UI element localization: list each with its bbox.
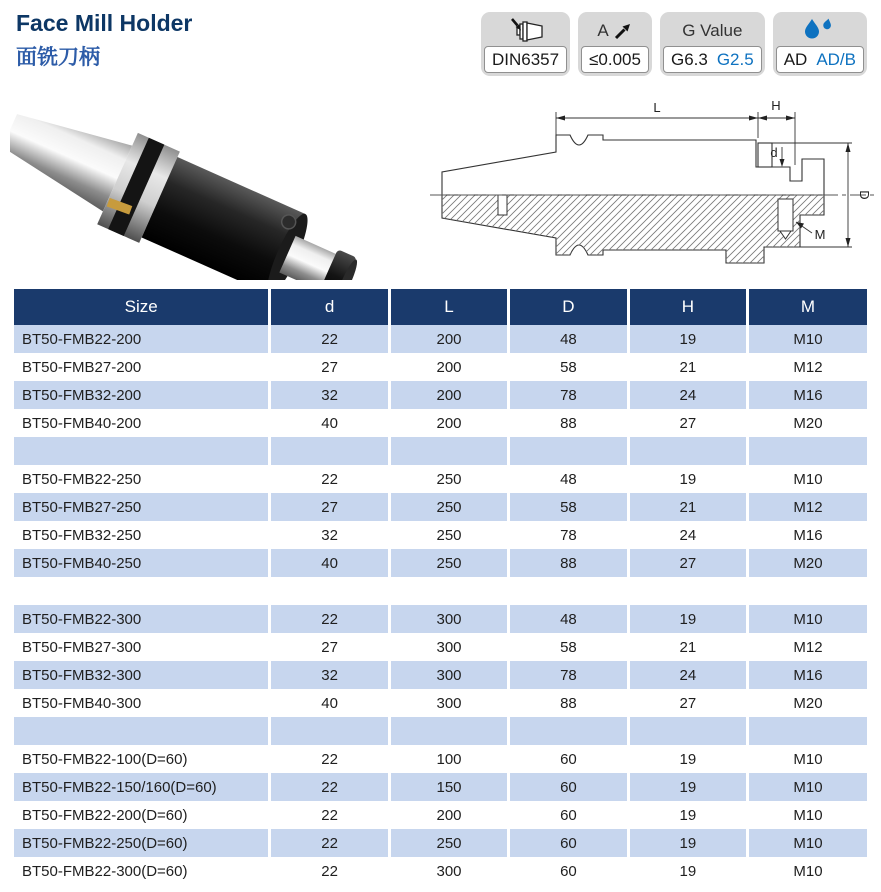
d-cell: 27 bbox=[270, 633, 389, 661]
L-cell: 250 bbox=[389, 521, 508, 549]
table-row bbox=[14, 521, 867, 549]
runout-label: A bbox=[597, 20, 609, 40]
d-cell: 32 bbox=[270, 521, 389, 549]
D-cell: 78 bbox=[509, 661, 628, 689]
badge-runout bbox=[578, 12, 652, 76]
M-cell bbox=[748, 717, 867, 745]
M-cell: M16 bbox=[748, 521, 867, 549]
size-cell: BT50-FMB22-100(D=60) bbox=[22, 750, 188, 768]
L-cell: 200 bbox=[389, 801, 508, 829]
H-cell: 19 bbox=[628, 745, 747, 773]
M-cell: M12 bbox=[748, 353, 867, 381]
M-cell bbox=[748, 577, 867, 605]
spec-badges bbox=[481, 12, 867, 76]
L-cell: 300 bbox=[389, 605, 508, 633]
d-cell bbox=[270, 717, 389, 745]
M-cell: M20 bbox=[748, 549, 867, 577]
D-cell: 60 bbox=[509, 829, 628, 857]
table-row bbox=[14, 857, 867, 885]
H-cell: 19 bbox=[628, 325, 747, 353]
L-cell: 200 bbox=[389, 353, 508, 381]
D-cell: 48 bbox=[509, 325, 628, 353]
table-row bbox=[14, 773, 867, 801]
D-cell: 60 bbox=[509, 773, 628, 801]
D-cell bbox=[509, 437, 628, 465]
runout-value-text: ≤0.005 bbox=[589, 49, 641, 69]
D-cell: 60 bbox=[509, 857, 628, 885]
H-cell: 21 bbox=[628, 633, 747, 661]
table-row bbox=[14, 745, 867, 773]
d-cell: 40 bbox=[270, 689, 389, 717]
d-cell bbox=[270, 577, 389, 605]
L-cell bbox=[389, 717, 508, 745]
g-value-label: G Value bbox=[682, 20, 743, 40]
H-cell: 24 bbox=[628, 381, 747, 409]
dim-label-M: M bbox=[814, 227, 826, 242]
L-cell: 250 bbox=[389, 465, 508, 493]
D-cell: 48 bbox=[509, 605, 628, 633]
M-cell: M10 bbox=[748, 325, 867, 353]
H-cell: 27 bbox=[628, 409, 747, 437]
d-cell: 40 bbox=[270, 549, 389, 577]
badge-coolant-values bbox=[776, 46, 864, 73]
dim-label-L: L bbox=[653, 100, 661, 115]
d-cell: 32 bbox=[270, 381, 389, 409]
product-photo bbox=[10, 82, 372, 280]
D-cell: 88 bbox=[509, 549, 628, 577]
d-cell: 22 bbox=[270, 605, 389, 633]
table-row bbox=[14, 465, 867, 493]
size-cell: BT50-FMB22-250(D=60) bbox=[22, 834, 188, 852]
size-cell: BT50-FMB40-300 bbox=[22, 694, 142, 712]
d-cell bbox=[270, 437, 389, 465]
table-row bbox=[14, 381, 867, 409]
g-value-label-area bbox=[663, 15, 762, 46]
page-title: Face Mill Holder bbox=[16, 10, 193, 36]
table-spacer-row bbox=[14, 717, 867, 745]
H-cell: 24 bbox=[628, 521, 747, 549]
spec-table-body bbox=[14, 325, 867, 885]
H-cell bbox=[628, 437, 747, 465]
d-cell: 22 bbox=[270, 801, 389, 829]
d-cell: 27 bbox=[270, 493, 389, 521]
badge-g-value bbox=[660, 12, 765, 76]
L-cell bbox=[389, 577, 508, 605]
size-cell: BT50-FMB32-200 bbox=[22, 386, 142, 404]
size-cell: BT50-FMB22-150/160(D=60) bbox=[22, 778, 217, 796]
d-cell: 40 bbox=[270, 409, 389, 437]
d-cell: 22 bbox=[270, 829, 389, 857]
D-cell: 58 bbox=[509, 493, 628, 521]
M-cell: M16 bbox=[748, 661, 867, 689]
badge-din-standard bbox=[481, 12, 570, 76]
H-cell: 19 bbox=[628, 465, 747, 493]
tool-holder-body bbox=[10, 85, 371, 280]
M-cell: M10 bbox=[748, 801, 867, 829]
H-cell bbox=[628, 577, 747, 605]
table-row bbox=[14, 409, 867, 437]
din-standard-text: DIN6357 bbox=[491, 49, 560, 69]
col-header-d: d bbox=[270, 289, 389, 325]
dim-label-d: d bbox=[770, 145, 778, 160]
table-row bbox=[14, 829, 867, 857]
coolant-default: AD bbox=[783, 49, 808, 69]
M-cell: M16 bbox=[748, 381, 867, 409]
table-spacer-row bbox=[14, 437, 867, 465]
col-header-l: L bbox=[389, 289, 508, 325]
table-row bbox=[14, 605, 867, 633]
table-row bbox=[14, 689, 867, 717]
D-cell bbox=[509, 717, 628, 745]
size-cell: BT50-FMB27-250 bbox=[22, 498, 142, 516]
D-cell: 48 bbox=[509, 465, 628, 493]
badge-coolant bbox=[773, 12, 867, 76]
table-row bbox=[14, 801, 867, 829]
L-cell: 300 bbox=[389, 661, 508, 689]
L-cell: 300 bbox=[389, 689, 508, 717]
M-cell: M20 bbox=[748, 409, 867, 437]
D-cell: 58 bbox=[509, 633, 628, 661]
size-cell: BT50-FMB32-250 bbox=[22, 526, 142, 544]
table-row bbox=[14, 549, 867, 577]
pull-stud-bore bbox=[498, 195, 507, 215]
L-cell: 300 bbox=[389, 633, 508, 661]
d-cell: 22 bbox=[270, 857, 389, 885]
size-cell: BT50-FMB27-200 bbox=[22, 358, 142, 376]
M-cell: M12 bbox=[748, 493, 867, 521]
size-cell: BT50-FMB27-300 bbox=[22, 638, 142, 656]
col-header-size: Size bbox=[14, 289, 270, 325]
H-cell: 24 bbox=[628, 661, 747, 689]
L-cell: 250 bbox=[389, 829, 508, 857]
d-cell: 22 bbox=[270, 773, 389, 801]
table-row bbox=[14, 325, 867, 353]
dim-label-H: H bbox=[771, 98, 781, 113]
coolant-icon-area bbox=[776, 15, 864, 46]
D-cell: 60 bbox=[509, 801, 628, 829]
size-cell bbox=[14, 437, 270, 465]
table-row bbox=[14, 353, 867, 381]
badge-din-icon-area bbox=[484, 15, 567, 46]
size-cell: BT50-FMB22-300(D=60) bbox=[22, 862, 188, 880]
M-cell bbox=[748, 437, 867, 465]
col-header-h: H bbox=[628, 289, 747, 325]
L-cell: 100 bbox=[389, 745, 508, 773]
M-cell: M20 bbox=[748, 689, 867, 717]
badge-runout-value bbox=[581, 46, 649, 73]
size-cell: BT50-FMB22-200 bbox=[22, 330, 142, 348]
badge-g-value-values bbox=[663, 46, 762, 73]
table-row bbox=[14, 493, 867, 521]
L-cell: 250 bbox=[389, 493, 508, 521]
size-cell: BT50-FMB40-250 bbox=[22, 554, 142, 572]
H-cell: 27 bbox=[628, 549, 747, 577]
D-cell: 78 bbox=[509, 381, 628, 409]
D-cell: 58 bbox=[509, 353, 628, 381]
d-cell: 27 bbox=[270, 353, 389, 381]
g-value-default: G6.3 bbox=[670, 49, 708, 69]
H-cell: 21 bbox=[628, 493, 747, 521]
g-value-highlight: G2.5 bbox=[716, 49, 754, 69]
page-title-zh: 面铣刀柄 bbox=[16, 46, 100, 70]
spec-table-header-row bbox=[14, 289, 867, 325]
dim-label-D: D bbox=[857, 190, 872, 200]
H-cell: 19 bbox=[628, 773, 747, 801]
arrow-up-right-icon bbox=[613, 21, 633, 41]
H-cell: 27 bbox=[628, 689, 747, 717]
table-row bbox=[14, 633, 867, 661]
H-cell: 19 bbox=[628, 857, 747, 885]
size-cell: BT50-FMB40-200 bbox=[22, 414, 142, 432]
d-cell: 22 bbox=[270, 745, 389, 773]
L-cell bbox=[389, 437, 508, 465]
page-header bbox=[16, 10, 867, 76]
H-cell: 19 bbox=[628, 829, 747, 857]
size-cell bbox=[14, 717, 270, 745]
D-cell: 88 bbox=[509, 409, 628, 437]
technical-drawing bbox=[428, 95, 879, 280]
L-cell: 200 bbox=[389, 325, 508, 353]
M-cell: M10 bbox=[748, 829, 867, 857]
M-cell: M10 bbox=[748, 605, 867, 633]
col-header-m: M bbox=[748, 289, 867, 325]
M-cell: M10 bbox=[748, 773, 867, 801]
toolholder-icon bbox=[506, 17, 546, 45]
D-cell bbox=[509, 577, 628, 605]
col-header-big-d: D bbox=[509, 289, 628, 325]
H-cell: 21 bbox=[628, 353, 747, 381]
M-cell: M10 bbox=[748, 745, 867, 773]
L-cell: 300 bbox=[389, 857, 508, 885]
H-cell: 19 bbox=[628, 605, 747, 633]
size-cell: BT50-FMB22-250 bbox=[22, 470, 142, 488]
title-block bbox=[16, 10, 192, 71]
size-cell: BT50-FMB32-300 bbox=[22, 666, 142, 684]
spec-table bbox=[14, 289, 867, 885]
H-cell: 19 bbox=[628, 801, 747, 829]
badge-runout-label-area bbox=[581, 15, 649, 46]
L-cell: 150 bbox=[389, 773, 508, 801]
M-cell: M10 bbox=[748, 465, 867, 493]
H-cell bbox=[628, 717, 747, 745]
table-spacer-row bbox=[14, 577, 867, 605]
table-row bbox=[14, 661, 867, 689]
L-cell: 250 bbox=[389, 549, 508, 577]
M-cell: M10 bbox=[748, 857, 867, 885]
badge-din-value bbox=[484, 46, 567, 73]
d-cell: 22 bbox=[270, 325, 389, 353]
coolant-highlight: AD/B bbox=[816, 49, 856, 69]
L-cell: 200 bbox=[389, 409, 508, 437]
size-cell: BT50-FMB22-300 bbox=[22, 610, 142, 628]
size-cell: BT50-FMB22-200(D=60) bbox=[22, 806, 188, 824]
D-cell: 78 bbox=[509, 521, 628, 549]
D-cell: 88 bbox=[509, 689, 628, 717]
size-cell bbox=[14, 577, 270, 605]
M-cell: M12 bbox=[748, 633, 867, 661]
d-cell: 22 bbox=[270, 465, 389, 493]
L-cell: 200 bbox=[389, 381, 508, 409]
d-cell: 32 bbox=[270, 661, 389, 689]
droplets-icon bbox=[802, 18, 838, 44]
D-cell: 60 bbox=[509, 745, 628, 773]
